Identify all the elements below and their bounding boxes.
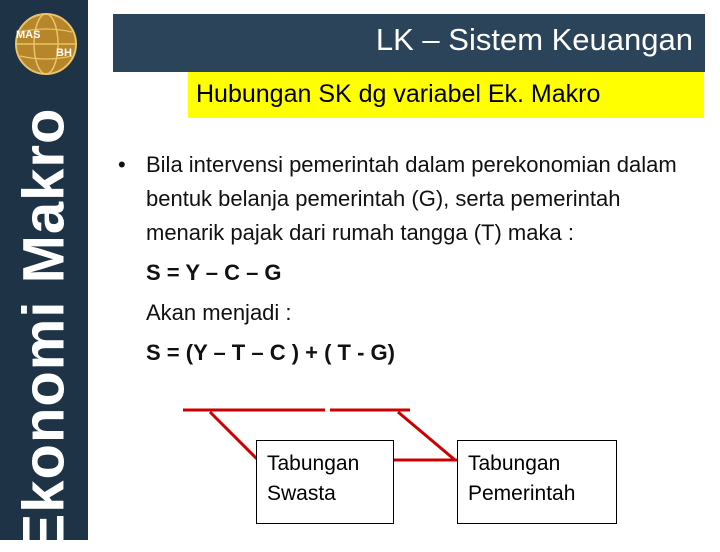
connector-government-left: [398, 412, 455, 460]
bullet-text: Bila intervensi pemerintah dalam perekonomian dalam bentuk belanja pemerintah (G), serta pemerintah menarik pajak dari rumah tangga (T) maka :: [146, 152, 677, 245]
callout-government-line1: Tabungan: [468, 452, 561, 475]
callout-private-line1: Tabungan: [267, 452, 360, 475]
transition-text: Akan menjadi :: [146, 300, 292, 325]
callout-government-savings: [457, 440, 617, 524]
slide-subtitle: Hubungan SK dg variabel Ek. Makro: [196, 80, 601, 108]
slide-title: LK – Sistem Keuangan: [375, 22, 693, 57]
connector-private-left: [210, 412, 258, 460]
callout-private-savings: [256, 440, 394, 524]
logo-text-left: MAS: [16, 29, 41, 41]
logo-text-right: BH: [56, 47, 72, 59]
sidebar-title: Ekonomi Makro: [11, 107, 77, 552]
bullet-icon: •: [118, 152, 126, 177]
formula-savings: S = Y – C – G: [146, 260, 282, 285]
callout-private-line2: Swasta: [267, 482, 336, 505]
formula-savings-expanded: S = (Y – T – C ) + ( T - G): [146, 340, 395, 365]
callout-government-line2: Pemerintah: [468, 482, 576, 505]
